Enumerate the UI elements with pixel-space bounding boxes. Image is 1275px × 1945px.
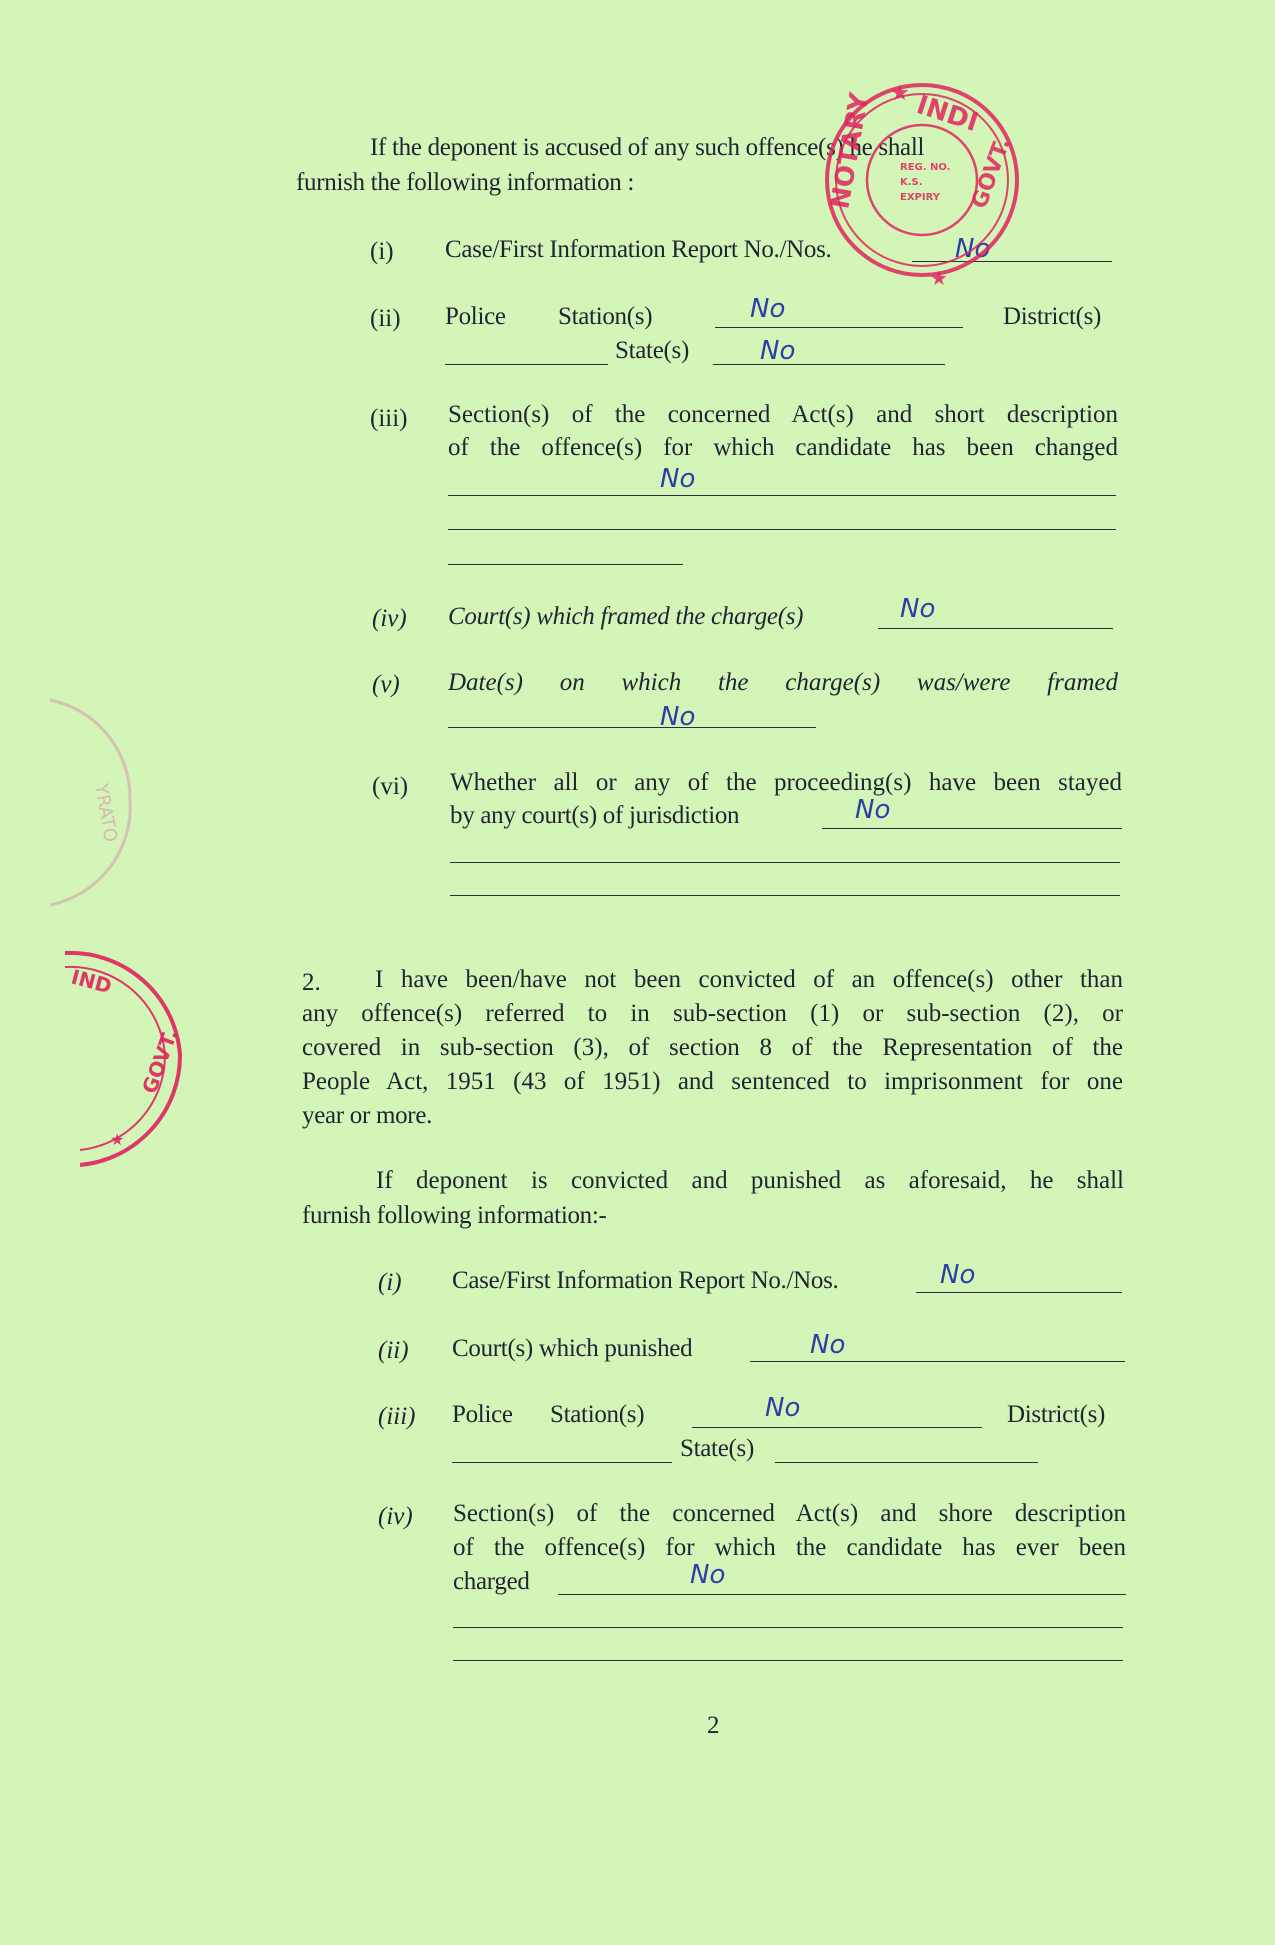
s1-item-vi-blank3[interactable] — [450, 895, 1120, 896]
s2-para-line3: covered in sub-section (3), of section 8 of the Representation of the — [302, 1034, 1123, 1061]
s2-item-ii-blank[interactable] — [750, 1361, 1125, 1362]
s2-item-iv-line3: charged — [453, 1568, 530, 1595]
s2-para-line5: year or more. — [302, 1102, 433, 1129]
s1-item-v-answer: No — [660, 702, 696, 732]
s2-number: 2. — [302, 969, 321, 996]
s1-item-ii-police: Police — [445, 303, 506, 330]
svg-text:YRATO: YRATO — [90, 782, 121, 844]
s1-item-iv-label: Court(s) which framed the charge(s) — [448, 603, 804, 630]
s2-item-iii-answer: No — [765, 1393, 801, 1423]
s2-item-iv-line2: of the offence(s) for which the candidate has ever been — [453, 1534, 1126, 1561]
s1-item-i-label: Case/First Information Report No./Nos. — [445, 236, 832, 263]
s1-item-iv-num: (iv) — [372, 605, 407, 632]
s1-item-iii-answer: No — [660, 464, 696, 494]
s1-item-v-label: Date(s) on which the charge(s) was/were framed — [448, 669, 1118, 696]
s2-item-iv-num: (iv) — [378, 1503, 413, 1530]
s2-para-line1: I have been/have not been convicted of an offence(s) other than — [375, 966, 1123, 993]
svg-text:GOVT.: GOVT. — [137, 1025, 183, 1097]
s2-item-iii-police-blank[interactable] — [692, 1427, 982, 1428]
s1-item-i-answer: No — [955, 234, 991, 264]
s2-item-iii-district-blank[interactable] — [452, 1462, 672, 1463]
s1-intro-line2: furnish the following information : — [296, 169, 635, 196]
s2-para-line2: any offence(s) referred to in sub-section (1) or sub-section (2), or — [302, 1000, 1123, 1027]
s2-item-ii-label: Court(s) which punished — [452, 1335, 693, 1362]
s2-item-i-answer: No — [940, 1260, 976, 1290]
s2-intro-line2: furnish following information:- — [302, 1202, 607, 1229]
s1-item-iii-num: (iii) — [370, 405, 408, 432]
svg-text:INDI: INDI — [912, 90, 982, 139]
s1-item-iv-blank[interactable] — [878, 628, 1113, 629]
s2-item-iv-blank1[interactable] — [558, 1594, 1126, 1595]
s1-item-iii-blank2[interactable] — [448, 529, 1116, 530]
page-number: 2 — [707, 1712, 720, 1739]
s1-item-vi-answer: No — [855, 795, 891, 825]
notary-seal-stamp — [790, 60, 1050, 300]
s1-item-ii-state-answer: No — [760, 336, 796, 366]
s2-item-iii-num: (iii) — [378, 1403, 416, 1430]
s2-item-iii-police: Police — [452, 1401, 513, 1428]
s2-item-ii-answer: No — [810, 1330, 846, 1360]
s1-item-ii-num: (ii) — [370, 305, 401, 332]
svg-text:EXPIRY: EXPIRY — [900, 192, 940, 203]
s1-item-iii-blank1[interactable] — [448, 495, 1116, 496]
s2-item-iii-state-blank[interactable] — [775, 1462, 1038, 1463]
svg-text:REG. NO.: REG. NO. — [900, 162, 951, 173]
s1-item-iv-answer: No — [900, 594, 936, 624]
s1-item-v-num: (v) — [372, 671, 400, 698]
s2-item-i-num: (i) — [378, 1269, 402, 1296]
s1-item-ii-police-blank[interactable] — [715, 327, 963, 328]
s1-item-ii-state: State(s) — [615, 337, 689, 364]
s1-item-v-blank[interactable] — [448, 727, 816, 728]
s1-item-iii-line2: of the offence(s) for which candidate has been changed — [448, 434, 1118, 461]
s1-item-ii-district: District(s) — [1003, 303, 1102, 330]
s1-item-iii-blank3[interactable] — [448, 564, 683, 565]
s1-item-ii-station: Station(s) — [558, 303, 653, 330]
s1-item-vi-line2: by any court(s) of jurisdiction — [450, 802, 740, 829]
s1-item-vi-blank1[interactable] — [822, 828, 1122, 829]
s2-para-line4: People Act, 1951 (43 of 1951) and sentenced to imprisonment for one — [302, 1068, 1123, 1095]
partial-seal-stamp-left — [60, 945, 200, 1175]
s1-item-vi-line1: Whether all or any of the proceeding(s) have been stayed — [450, 769, 1122, 796]
s2-item-iii-district: District(s) — [1007, 1401, 1106, 1428]
s2-item-iii-station: Station(s) — [550, 1401, 645, 1428]
svg-text:★: ★ — [890, 81, 910, 106]
svg-text:★: ★ — [110, 1130, 125, 1149]
s2-item-iv-answer: No — [690, 1560, 726, 1590]
svg-text:NOTARY: NOTARY — [825, 90, 876, 212]
s1-intro-line1: If the deponent is accused of any such offence(s) he shall — [370, 134, 925, 161]
faint-seal-stamp — [40, 690, 140, 920]
s1-item-vi-num: (vi) — [372, 773, 409, 800]
s1-item-vi-blank2[interactable] — [450, 862, 1120, 863]
s2-item-iv-blank2[interactable] — [453, 1627, 1123, 1628]
s2-intro-line1: If deponent is convicted and punished as aforesaid, he shall — [376, 1167, 1124, 1194]
s1-item-ii-police-answer: No — [750, 294, 786, 324]
svg-text:IND: IND — [68, 964, 115, 999]
svg-text:GOVT.: GOVT. — [967, 134, 1016, 213]
s1-item-ii-district-blank[interactable] — [445, 364, 608, 365]
s2-item-iv-blank3[interactable] — [453, 1660, 1123, 1661]
svg-text:★: ★ — [930, 266, 948, 290]
s2-item-i-label: Case/First Information Report No./Nos. — [452, 1267, 839, 1294]
s1-item-iii-line1: Section(s) of the concerned Act(s) and short description — [448, 401, 1118, 428]
s2-item-iii-state: State(s) — [680, 1435, 754, 1462]
s1-item-ii-state-blank[interactable] — [713, 364, 945, 365]
svg-text:K.S.: K.S. — [900, 177, 923, 188]
s2-item-iv-line1: Section(s) of the concerned Act(s) and shore description — [453, 1500, 1126, 1527]
s2-item-ii-num: (ii) — [378, 1337, 409, 1364]
s2-item-i-blank[interactable] — [916, 1292, 1122, 1293]
s1-item-i-num: (i) — [370, 238, 394, 265]
